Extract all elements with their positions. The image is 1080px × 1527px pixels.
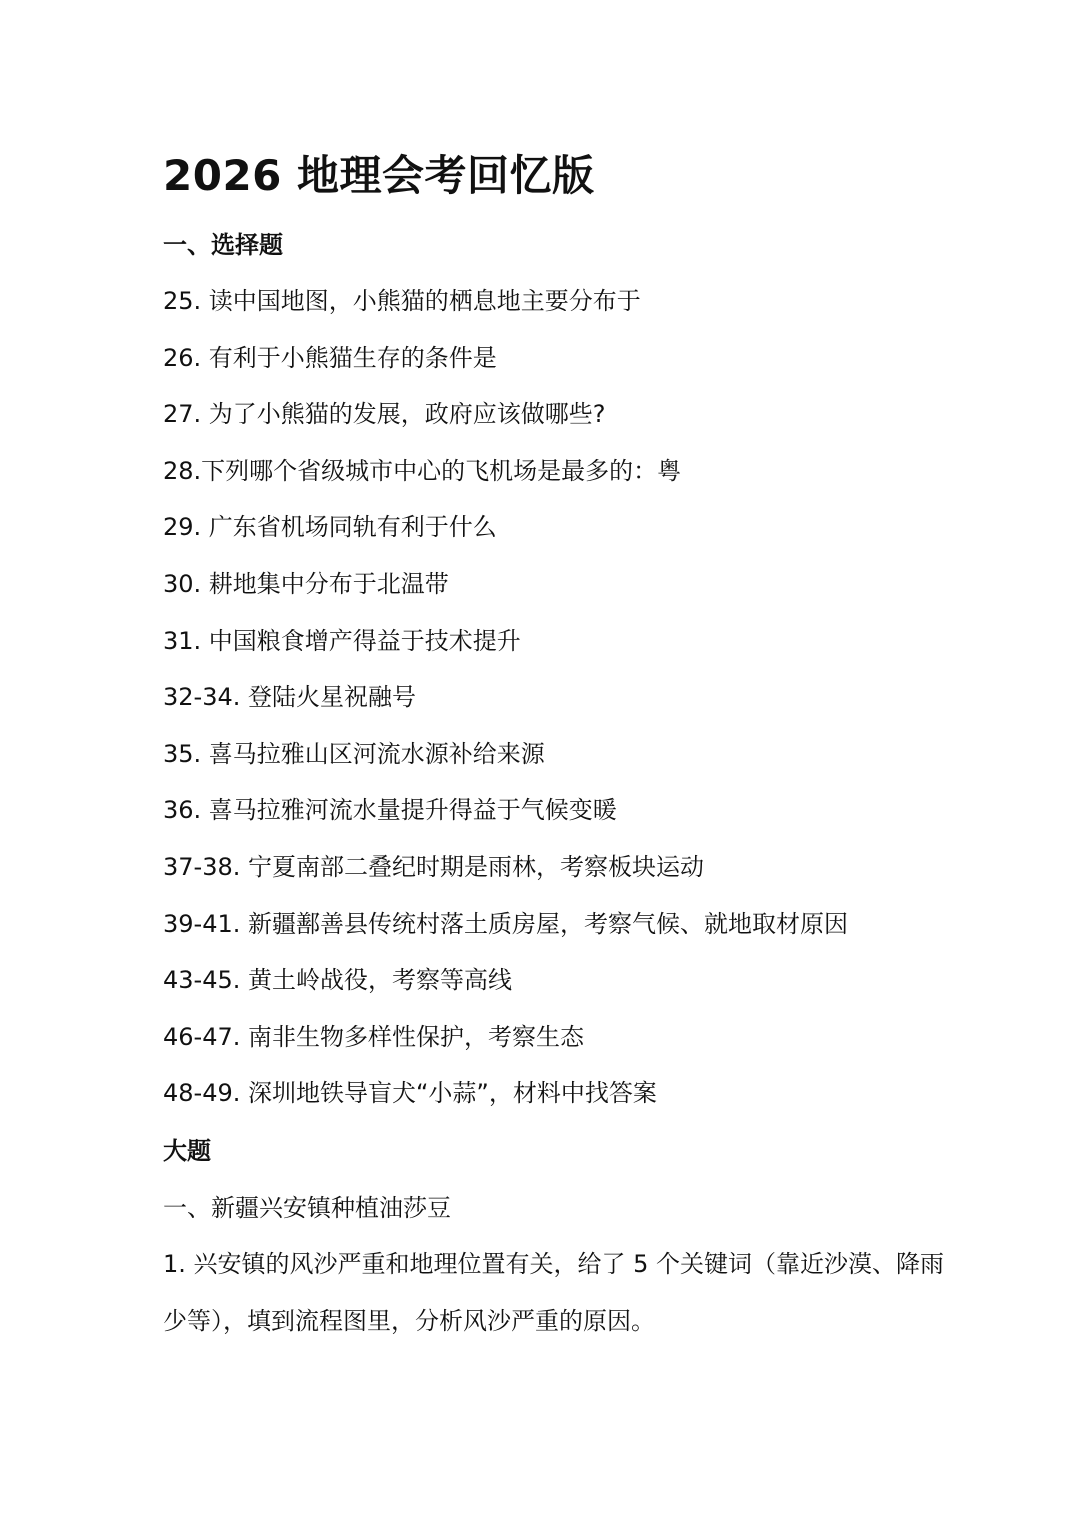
list-item: 27. 为了小熊猫的发展，政府应该做哪些? [163,400,606,429]
list-item: 30. 耕地集中分布于北温带 [163,569,449,598]
list-item: 35. 喜马拉雅山区河流水源补给来源 [163,739,545,768]
list-item: 32-34. 登陆火星祝融号 [163,683,416,712]
list-item: 46-47. 南非生物多样性保护，考察生态 [163,1022,584,1051]
list-item: 39-41. 新疆鄯善县传统村落土质房屋，考察气候、就地取材原因 [163,909,848,938]
big-question-title: 一、新疆兴安镇种植油莎豆 [163,1194,451,1222]
list-item: 37-38. 宁夏南部二叠纪时期是雨林，考察板块运动 [163,852,704,881]
section-heading-big: 大题 [163,1137,211,1165]
list-item: 36. 喜马拉雅河流水量提升得益于气候变暖 [163,796,617,825]
question-list [163,285,848,1134]
list-item: 26. 有利于小熊猫生存的条件是 [163,343,497,372]
list-item: 48-49. 深圳地铁导盲犬“小蒜”，材料中找答案 [163,1079,657,1108]
list-item: 43-45. 黄土岭战役，考察等高线 [163,966,512,995]
page-title: 2026 地理会考回忆版 [163,151,595,200]
list-item: 29. 广东省机场同轨有利于什么 [163,513,497,542]
list-item: 28.下列哪个省级城市中心的飞机场是最多的：粤 [163,456,682,485]
list-item: 31. 中国粮食增产得益于技术提升 [163,626,521,655]
list-item: 25. 读中国地图，小熊猫的栖息地主要分布于 [163,287,641,315]
section-heading-choice: 一、选择题 [163,231,283,259]
big-question-paragraph: 1. 兴安镇的风沙严重和地理位置有关，给了 5 个关键词（靠近沙漠、降雨少等），填到流程图里，分析风沙严重的原因。 [163,1250,945,1335]
